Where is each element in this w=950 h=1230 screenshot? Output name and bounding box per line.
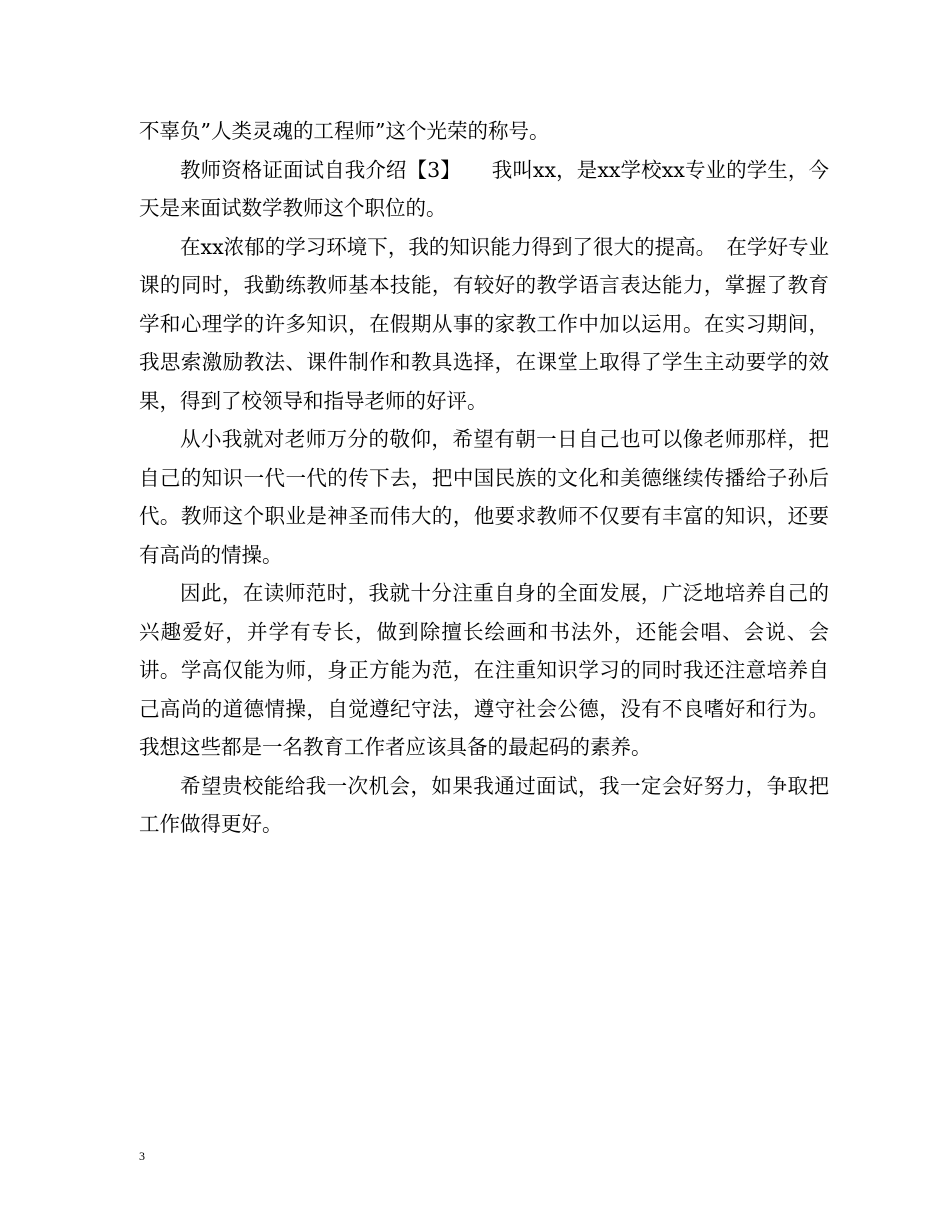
paragraph-admiration: 从小我就对老师万分的敬仰，希望有朝一日自己也可以像老师那样，把自己的知识一代一代的传下去，把中国民族的文化和美德继续传播给子孙后代。教师这个职业是神圣而伟大的，他要求教师不仅要有丰富的知识，还要有高尚的情操。 — [139, 427, 829, 567]
paragraph-continuation: 不辜负”人类灵魂的工程师”这个光荣的称号。 — [139, 119, 550, 143]
page-number: 3 — [139, 1149, 145, 1163]
paragraph-section-intro: 教师资格证面试自我介绍【3】 我叫xx，是xx学校xx专业的学生，今天是来面试数学教师这个职位的。 — [139, 157, 829, 220]
paragraph-self-development: 因此，在读师范时，我就十分注重自身的全面发展，广泛地培养自己的兴趣爱好，并学有专长，做到除擅长绘画和书法外，还能会唱、会说、会讲。学高仅能为师，身正方能为范，在注重知识学习的同时我还注意培养自己高尚的道德情操，自觉遵纪守法，遵守社会公德，没有不良嗜好和行为。我想这些都是一名教育工作者应该具备的最起码的素养。 — [139, 581, 829, 759]
paragraph-study-experience: 在xx浓郁的学习环境下，我的知识能力得到了很大的提高。 在学好专业课的同时，我勤练教师基本技能，有较好的教学语言表达能力，掌握了教育学和心理学的许多知识，在假期从事的家教工作中加以运用。在实习期间，我思索激励教法、课件制作和教具选择，在课堂上取得了学生主动要学的效果，得到了校领导和指导老师的好评。 — [139, 234, 829, 413]
paragraph-closing: 希望贵校能给我一次机会，如果我通过面试，我一定会好努力，争取把工作做得更好。 — [139, 773, 829, 836]
document-body — [139, 112, 829, 844]
